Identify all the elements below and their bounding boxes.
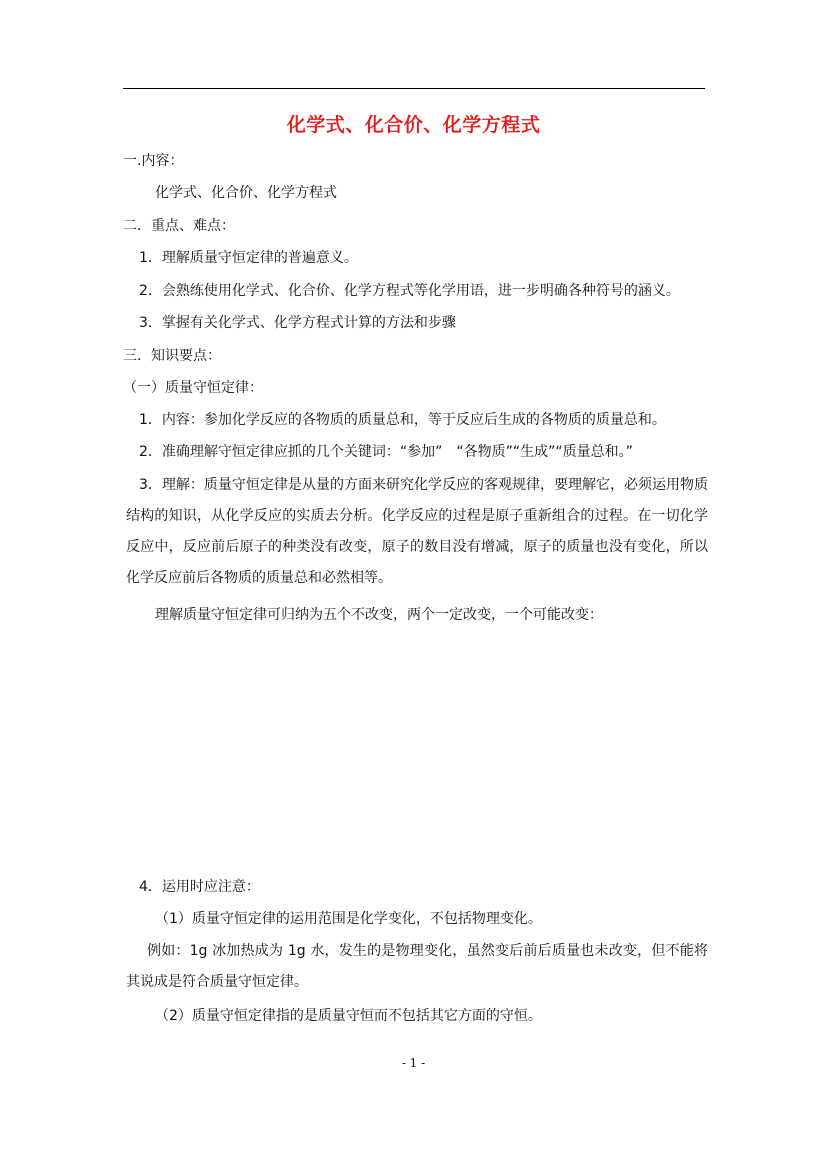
section3-example: 例如：1g 冰加热成为 1g 水，发生的是物理变化，虽然变后前后质量也未改变，但不能将其说成是符合质量守恒定律。 xyxy=(126,943,708,990)
section3-heading: 三．知识要点： xyxy=(123,348,221,364)
section3-item-2: 2．准确理解守恒定律应抓的几个关键词：“参加” “各物质”“生成”“质量总和。” xyxy=(139,444,633,460)
section2-item-2: 2．会熟练使用化学式、化合价、化学方程式等化学用语，进一步明确各种符号的涵义。 xyxy=(139,283,680,299)
section3-item-3: 3．理解：质量守恒定律是从量的方面来研究化学反应的客观规律，要理解它，必须运用物质结构的知识，从化学反应的实质去分析。化学反应的过程是原子重新组合的过程。在一切化学反应中，反应前后原子的种类没有改变，原子的数目没有增减，原子的质量也没有变化，所以化学反应前后各物质的质量总和必然相等。 xyxy=(126,477,708,586)
section1-heading: 一.内容： xyxy=(123,153,184,169)
section1-body: 化学式、化合价、化学方程式 xyxy=(155,185,337,201)
section3-item-4: 4．运用时应注意： xyxy=(139,879,260,895)
header-rule xyxy=(123,88,705,89)
page-number: - 1 - xyxy=(401,1056,426,1070)
section3-summary: 理解质量守恒定律可归纳为五个不改变，两个一定改变，一个可能改变： xyxy=(155,607,603,623)
section2-item-1: 1．理解质量守恒定律的普遍意义。 xyxy=(139,250,358,266)
section3-item-1: 1．内容：参加化学反应的各物质的质量总和，等于反应后生成的各物质的质量总和。 xyxy=(139,412,666,428)
document-title: 化学式、化合价、化学方程式 xyxy=(286,114,541,136)
section3-sub1: （一）质量守恒定律： xyxy=(123,380,263,396)
section2-heading: 二．重点、难点： xyxy=(123,218,235,234)
section2-item-3: 3．掌握有关化学式、化学方程式计算的方法和步骤 xyxy=(139,315,456,331)
section3-note-2: （2）质量守恒定律指的是质量守恒而不包括其它方面的守恒。 xyxy=(155,1008,542,1024)
section3-note-1: （1）质量守恒定律的运用范围是化学变化，不包括物理变化。 xyxy=(155,911,542,927)
